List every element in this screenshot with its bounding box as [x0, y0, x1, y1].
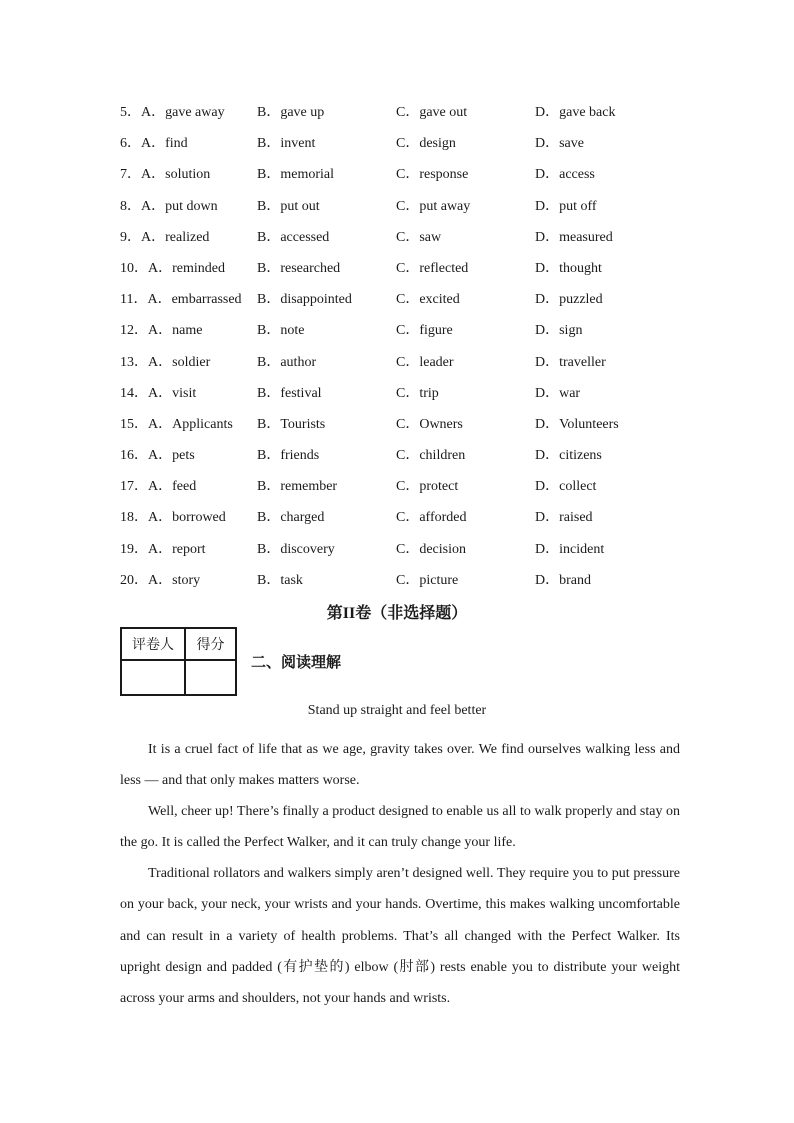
option-d: D．incident	[535, 541, 605, 557]
option-c: C．design	[396, 136, 456, 152]
question-row	[120, 413, 680, 444]
option-d: D．put off	[535, 198, 597, 214]
option-c: C．excited	[396, 292, 460, 308]
option-b: B．task	[257, 572, 303, 588]
option-a	[120, 384, 196, 404]
option-c: C．trip	[396, 385, 439, 401]
option-a-text: feed	[172, 479, 197, 495]
question-number: 18．A．	[120, 510, 173, 526]
option-d: D．traveller	[535, 354, 606, 370]
option-b: B．remember	[257, 479, 338, 495]
option-a-text: solution	[165, 167, 211, 183]
option-a	[120, 477, 196, 497]
passage-paragraph: Traditional rollators and walkers simply aren’t designed well. They require you to put pressure on your back, your neck, your wrists and your hands. Overtime, this makes walking uncomfortable and can result in a variety of health problems. That’s all changed with the Perfect Walker. Its upright design and padded (有护垫的) elbow (肘部) rests enable you to distribute your weight across your arms and shoulders, not your hands and wrists.	[120, 866, 680, 1006]
option-b: B．festival	[257, 385, 322, 401]
option-b: B．author	[257, 354, 317, 370]
option-a-text: embarrassed	[171, 292, 242, 308]
part-heading: 二、阅读理解	[251, 653, 342, 671]
option-b: B．discovery	[257, 541, 335, 557]
option-a	[120, 321, 202, 341]
answer-options-list	[120, 101, 680, 600]
question-row	[120, 538, 680, 569]
question-row	[120, 132, 680, 163]
question-row	[120, 257, 680, 288]
option-d: D．gave back	[535, 105, 616, 120]
option-b: B．note	[257, 323, 305, 339]
option-a-text: put down	[165, 198, 218, 214]
question-row	[120, 475, 680, 506]
option-b: B．friends	[257, 448, 320, 464]
option-a	[120, 134, 188, 154]
question-number: 11．A．	[120, 292, 172, 308]
question-number: 9．A．	[120, 229, 166, 245]
question-row	[120, 319, 680, 350]
option-d: D．sign	[535, 323, 583, 339]
score-table	[120, 627, 237, 696]
option-a	[120, 290, 242, 310]
option-b: B．gave up	[257, 105, 325, 120]
score-cell[interactable]	[185, 660, 236, 695]
passage-paragraph: It is a cruel fact of life that as we age, gravity takes over. We find ourselves walking less and less — and that only makes matters worse.	[120, 742, 680, 789]
option-d: D．collect	[535, 479, 597, 495]
score-label: 得分	[185, 628, 236, 660]
option-d: D．puzzled	[535, 292, 603, 308]
question-row	[120, 506, 680, 537]
grader-cell[interactable]	[121, 660, 185, 695]
option-d: D．brand	[535, 572, 591, 588]
option-a-text: visit	[172, 385, 197, 401]
question-number: 12．A．	[120, 323, 173, 339]
option-a	[120, 165, 210, 185]
question-number: 15．A．	[120, 416, 173, 432]
option-c: C．decision	[396, 541, 466, 557]
question-number: 17．A．	[120, 479, 173, 495]
option-b: B．Tourists	[257, 416, 326, 432]
question-row	[120, 195, 680, 226]
question-row	[120, 351, 680, 382]
option-a-text: find	[165, 136, 188, 152]
question-number: 6．A．	[120, 136, 166, 152]
option-c: C．response	[396, 167, 469, 183]
question-row	[120, 444, 680, 475]
question-row	[120, 101, 680, 132]
question-row	[120, 288, 680, 319]
option-a	[120, 103, 225, 123]
question-number: 7．A．	[120, 167, 166, 183]
option-b: B．charged	[257, 510, 325, 526]
question-number: 19．A．	[120, 541, 173, 557]
option-a-text: pets	[172, 448, 195, 464]
option-b: B．invent	[257, 136, 316, 152]
question-number: 13．A．	[120, 354, 173, 370]
option-c: C．Owners	[396, 416, 463, 432]
option-c: C．reflected	[396, 260, 469, 276]
passage-title: Stand up straight and feel better	[307, 703, 487, 718]
option-a	[120, 259, 225, 279]
question-number: 14．A．	[120, 385, 173, 401]
option-d: D．war	[535, 385, 581, 401]
option-d: D．thought	[535, 260, 602, 276]
option-c: C．afforded	[396, 510, 467, 526]
option-d: D．raised	[535, 510, 593, 526]
option-a	[120, 197, 218, 217]
option-a-text: reminded	[172, 260, 225, 276]
option-c: C．put away	[396, 198, 471, 214]
question-number: 10．A．	[120, 260, 173, 276]
option-d: D．access	[535, 167, 595, 183]
option-d: D．citizens	[535, 448, 602, 464]
passage-paragraph: Well, cheer up! There’s finally a product designed to enable us all to walk properly and stay on the go. It is called the Perfect Walker, and it can truly change your life.	[120, 804, 680, 851]
option-d: D．Volunteers	[535, 416, 619, 432]
option-c: C．picture	[396, 572, 459, 588]
option-a	[120, 540, 206, 560]
question-number: 8．A．	[120, 198, 166, 214]
option-a	[120, 415, 233, 435]
option-a	[120, 446, 195, 466]
option-a-text: report	[172, 541, 206, 557]
option-c: C．gave out	[396, 105, 468, 120]
option-a-text: borrowed	[172, 510, 226, 526]
option-a	[120, 228, 209, 248]
option-a-text: name	[172, 323, 203, 339]
option-c: C．children	[396, 448, 466, 464]
option-a-text: gave away	[165, 105, 225, 120]
section-title: 第II卷（非选择题）	[326, 605, 468, 622]
option-a-text: Applicants	[172, 416, 233, 432]
passage-body	[120, 734, 680, 1014]
option-c: C．figure	[396, 323, 453, 339]
option-b: B．accessed	[257, 229, 330, 245]
option-a-text: realized	[165, 229, 210, 245]
question-row	[120, 163, 680, 194]
question-number: 16．A．	[120, 448, 173, 464]
question-number: 20．A．	[120, 572, 173, 588]
option-c: C．leader	[396, 354, 454, 370]
option-b: B．memorial	[257, 167, 334, 183]
question-row	[120, 226, 680, 257]
grader-label: 评卷人	[121, 628, 185, 660]
option-c: C．protect	[396, 479, 459, 495]
question-row	[120, 382, 680, 413]
option-a-text: soldier	[172, 354, 211, 370]
option-a	[120, 508, 226, 528]
question-number: 5．A．	[120, 105, 166, 120]
option-b: B．put out	[257, 198, 320, 214]
question-row	[120, 569, 680, 600]
option-b: B．researched	[257, 260, 341, 276]
option-d: D．save	[535, 136, 584, 152]
option-a-text: story	[172, 572, 201, 588]
option-d: D．measured	[535, 229, 613, 245]
option-a	[120, 571, 200, 591]
option-b: B．disappointed	[257, 292, 352, 308]
option-a	[120, 353, 210, 373]
option-c: C．saw	[396, 229, 442, 245]
